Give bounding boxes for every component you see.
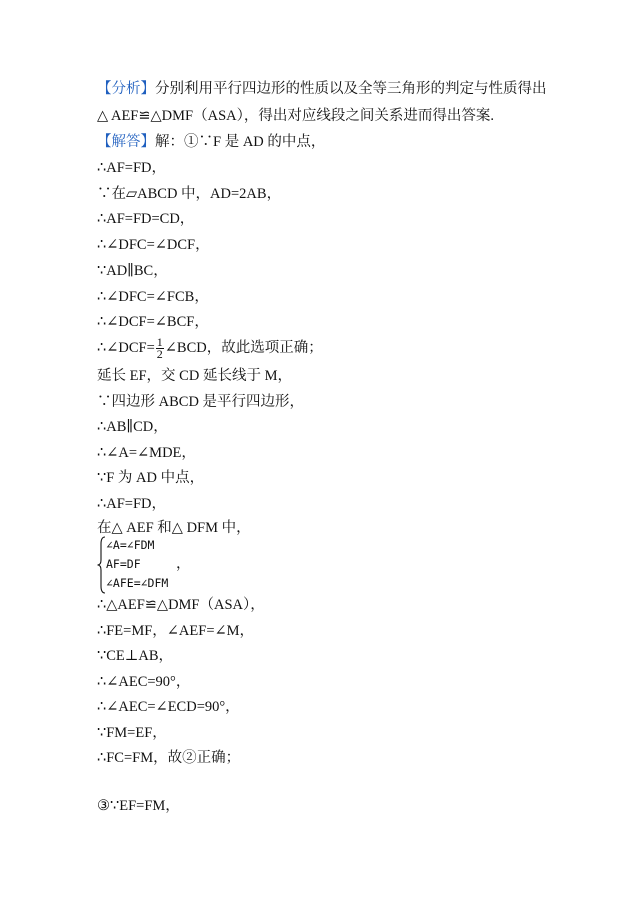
proof-line-23: ③∵EF=FM， [97, 798, 180, 814]
fraction-denominator: 2 [156, 347, 163, 361]
proof-line-1: ∴AF=FD， [97, 160, 166, 176]
fraction-one-half [156, 337, 164, 360]
system-line-1: ∠A=∠FDM [106, 538, 155, 552]
proof-line-18: ∵CE⊥AB， [97, 648, 174, 664]
proof-line-6: ∴∠DFC=∠FCB， [97, 289, 209, 305]
proof-line-4: ∴∠DFC=∠DCF， [97, 237, 210, 253]
proof-line-13: ∵F 为 AD 中点， [97, 470, 205, 486]
analysis-text: 分别利用平行四边形的性质以及全等三角形的判定与性质得出 [155, 81, 547, 97]
left-brace-icon [97, 536, 106, 594]
proof-line-2: ∵在▱ABCD 中，AD=2AB， [97, 186, 282, 202]
proof-line-21: ∵FM=EF， [97, 725, 167, 741]
proof-line-17: ∴FE=MF，∠AEF=∠M， [97, 623, 255, 639]
proof-line-19: ∴∠AEC=90°， [97, 674, 191, 690]
proof-line-14: ∴AF=FD， [97, 496, 166, 512]
equation-system [97, 536, 207, 594]
system-comma: ， [176, 556, 191, 572]
analysis-tag: 【分析】 [97, 81, 155, 97]
proof-line-5: ∵AD∥BC， [97, 263, 168, 279]
proof-line-9: 延长 EF，交 CD 延长线于 M， [97, 368, 292, 384]
proof-line-10: ∵四边形 ABCD 是平行四边形， [97, 394, 305, 410]
proof-line-12: ∴∠A=∠MDE， [97, 445, 196, 461]
analysis-line-2: △ AEF≌△DMF（ASA），得出对应线段之间关系进而得出答案. [97, 108, 494, 124]
proof-line-15: 在△ AEF 和△ DFM 中， [97, 520, 251, 536]
proof-line-11: ∴AB∥CD， [97, 419, 168, 435]
answer-tag: 【解答】 [97, 134, 155, 150]
proof-line-8-suffix: ∠BCD，故此选项正确； [164, 339, 323, 356]
proof-line-16: ∴△AEF≌△DMF（ASA）， [97, 597, 265, 613]
fraction-numerator: 1 [156, 335, 163, 349]
system-line-3: ∠AFE=∠DFM [106, 576, 169, 590]
proof-line-20: ∴∠AEC=∠ECD=90°， [97, 699, 240, 715]
answer-intro-line [97, 133, 325, 151]
proof-line-22: ∴FC=FM，故②正确； [97, 750, 241, 766]
proof-line-7: ∴∠DCF=∠BCF， [97, 314, 209, 330]
proof-line-3: ∴AF=FD=CD， [97, 211, 195, 227]
answer-intro-text: 解：①∵F 是 AD 的中点， [155, 134, 326, 150]
system-line-2: AF=DF [106, 557, 141, 571]
proof-line-8-prefix: ∴∠DCF= [97, 339, 155, 356]
analysis-line-1 [97, 80, 547, 98]
proof-line-8 [97, 337, 323, 360]
